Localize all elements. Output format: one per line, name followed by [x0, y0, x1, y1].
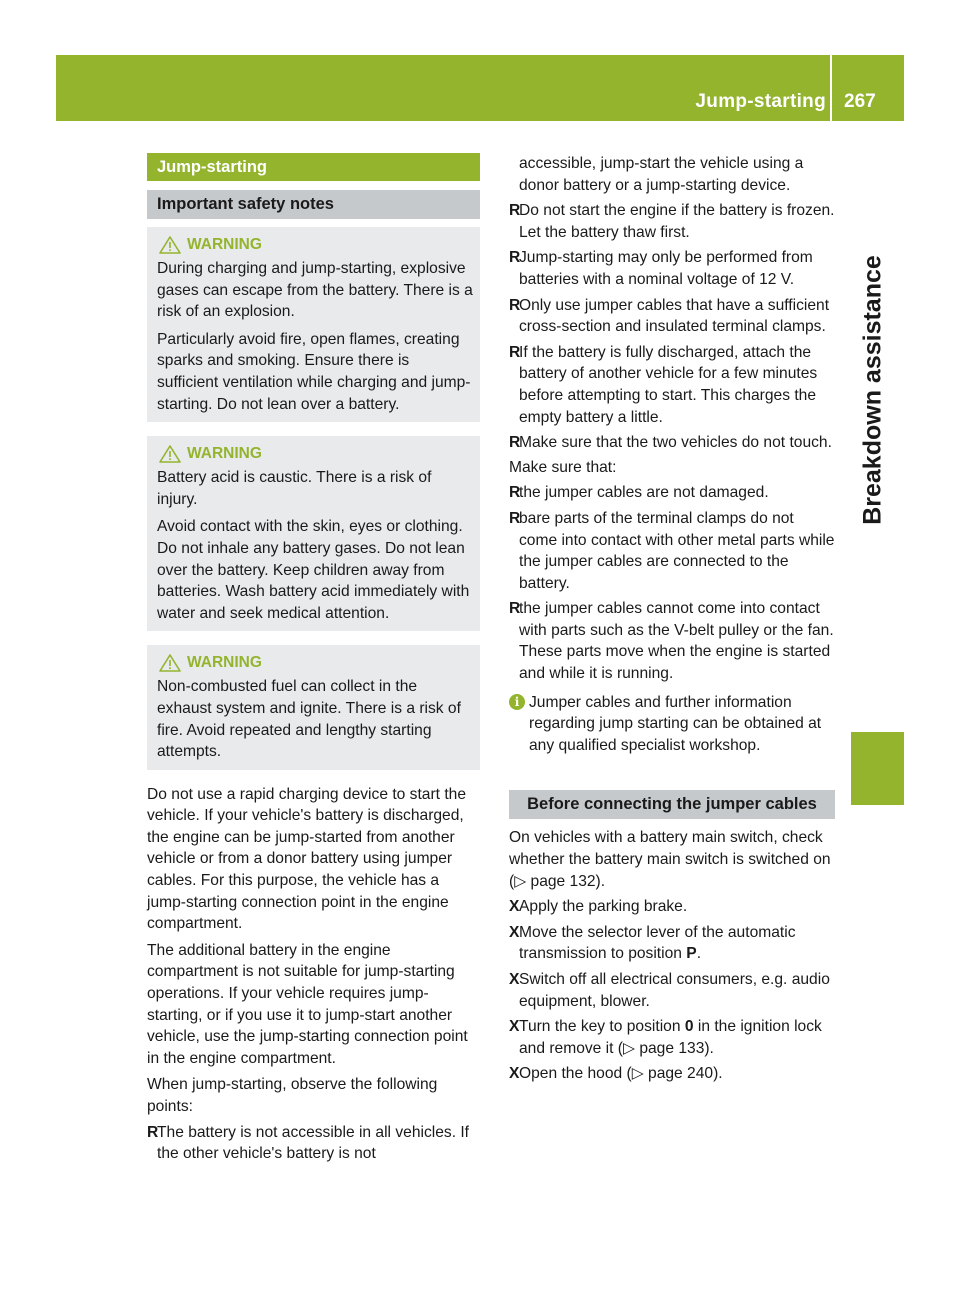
bullet-marker: R — [509, 509, 521, 527]
list-item-text: the jumper cables cannot come into contact with parts such as the V-belt pulley or the fan. These parts move when the engine is started and while it is running. — [519, 600, 834, 683]
bullet-list — [509, 482, 835, 684]
list-item-text: Jump-starting may only be performed from batteries with a nominal voltage of 12 V. — [519, 249, 813, 288]
action-step — [509, 1016, 835, 1059]
header-divider — [830, 55, 832, 121]
action-step — [509, 969, 835, 1012]
list-item-text: If the battery is fully discharged, attach the battery of another vehicle for a few minutes before attempting to start. This charges the empty battery a little. — [519, 343, 818, 426]
action-text: Open the hood (▷ page 240). — [519, 1065, 723, 1083]
list-item — [509, 598, 835, 684]
warning-text: Particularly avoid fire, open flames, creating sparks and smoking. Ensure there is sufficient ventilation while charging and jump-starting. Do not lean over a battery. — [157, 330, 471, 413]
list-item — [509, 200, 835, 243]
list-item-text: bare parts of the terminal clamps do not come into contact with other metal parts while the jumper cables are connected to the battery. — [519, 509, 835, 592]
intro-paragraph: On vehicles with a battery main switch, check whether the battery main switch is switched on (▷ page 132). — [509, 829, 831, 890]
body-paragraph: The additional battery in the engine compartment is not suitable for jump-starting operations. If your vehicle requires jump-starting, or if you use it to jump-start another vehicle, use the jump-starting connection point in the engine compartment. — [147, 941, 468, 1067]
body-paragraph: Do not use a rapid charging device to start the vehicle. If your vehicle's battery is discharged, the engine can be jump-started from another vehicle or from a donor battery using jumper cables. For this purpose, the vehicle has a jump-starting connection point in the engine compartment. — [147, 785, 466, 933]
bullet-marker: R — [509, 484, 521, 502]
warning-label: WARNING — [187, 236, 262, 253]
list-item — [509, 295, 835, 338]
list-item-text: The battery is not accessible in all vehicles. If the other vehicle's battery is not — [157, 1123, 470, 1163]
warning-text: Battery acid is caustic. There is a risk of injury. — [157, 469, 432, 508]
info-note — [509, 692, 835, 757]
action-marker: X — [509, 1065, 520, 1083]
action-text: Switch off all electrical consumers, e.g. audio equipment, blower. — [519, 971, 830, 1010]
warning-text: Non-combusted fuel can collect in the exhaust system and ignite. There is a risk of fire. Avoid repeated and lengthy starting attempts. — [157, 678, 461, 761]
action-bold: P — [686, 945, 697, 963]
action-marker: X — [509, 1018, 520, 1036]
warning-box — [147, 436, 480, 631]
warning-text: Avoid contact with the skin, eyes or clothing. Do not inhale any battery gases. Do not lean over the battery. Keep children away from batteries. Wash battery acid immediately with water and seek medical attention. — [157, 518, 470, 622]
warning-box — [147, 645, 480, 769]
bullet-marker: R — [509, 600, 521, 618]
list-item-text: Do not start the engine if the battery is frozen. Let the battery thaw first. — [519, 202, 835, 241]
action-step — [509, 922, 835, 965]
continuation-text: accessible, jump-start the vehicle using a donor battery or a jump-starting device. — [519, 155, 804, 194]
bullet-list — [147, 1122, 480, 1165]
list-item — [509, 342, 835, 428]
list-item — [509, 508, 835, 594]
section-heading: Jump-starting — [147, 153, 480, 181]
action-marker: X — [509, 971, 520, 988]
left-column — [147, 153, 480, 1165]
warning-title — [157, 444, 474, 464]
warning-triangle-icon — [159, 236, 181, 254]
warning-text: During charging and jump-starting, explosive gases can escape from the battery. There is a risk of an explosion. — [157, 260, 473, 321]
header-title: Jump-starting — [695, 91, 826, 112]
action-text: Move the selector lever of the automatic transmission to position — [519, 923, 796, 963]
bullet-marker: R — [509, 296, 521, 314]
right-column — [509, 153, 835, 1085]
body-paragraph: When jump-starting, observe the following points: — [147, 1076, 438, 1115]
sub-heading-before-connecting: Before connecting the jumper cables — [509, 790, 835, 819]
action-step — [509, 1063, 835, 1085]
bullet-marker: R — [509, 249, 521, 267]
action-text: Turn the key to position — [519, 1018, 685, 1036]
info-icon: i — [509, 694, 525, 710]
warning-label: WARNING — [187, 654, 262, 672]
action-bold: 0 — [684, 1018, 694, 1036]
warning-title — [157, 653, 474, 673]
bullet-marker: R — [509, 202, 521, 220]
list-item — [509, 247, 835, 290]
warning-label: WARNING — [187, 445, 262, 463]
warning-triangle-icon — [159, 654, 181, 672]
action-text: Apply the parking brake. — [519, 898, 688, 916]
bullet-list — [509, 200, 835, 454]
action-text-tail: . — [696, 945, 702, 963]
action-step — [509, 896, 835, 918]
list-item-text: Make sure that the two vehicles do not touch. — [519, 434, 832, 452]
bullet-marker: R — [509, 343, 521, 361]
list-item — [509, 482, 835, 504]
list-item-text: the jumper cables are not damaged. — [519, 484, 769, 502]
page-number: 267 — [844, 91, 876, 112]
warning-title — [157, 235, 474, 255]
side-tab-label: Breakdown assistance — [858, 255, 887, 525]
list-item — [509, 432, 835, 454]
side-tab-marker — [851, 732, 904, 805]
sub-heading-safety: Important safety notes — [147, 190, 480, 219]
list-item — [147, 1122, 480, 1165]
action-marker: X — [509, 898, 520, 916]
bullet-marker: R — [147, 1123, 159, 1141]
warning-box — [147, 227, 480, 422]
action-marker: X — [509, 923, 520, 941]
make-sure-text: Make sure that: — [509, 458, 617, 476]
bullet-marker: R — [509, 434, 521, 452]
action-text-tail: in the ignition lock and remove it (▷ page 133). — [519, 1018, 822, 1057]
info-text: Jumper cables and further information regarding jump starting can be obtained at any qualified specialist workshop. — [529, 693, 822, 754]
warning-triangle-icon — [159, 445, 181, 463]
list-item-text: Only use jumper cables that have a sufficient cross-section and insulated terminal clamps. — [519, 296, 830, 336]
